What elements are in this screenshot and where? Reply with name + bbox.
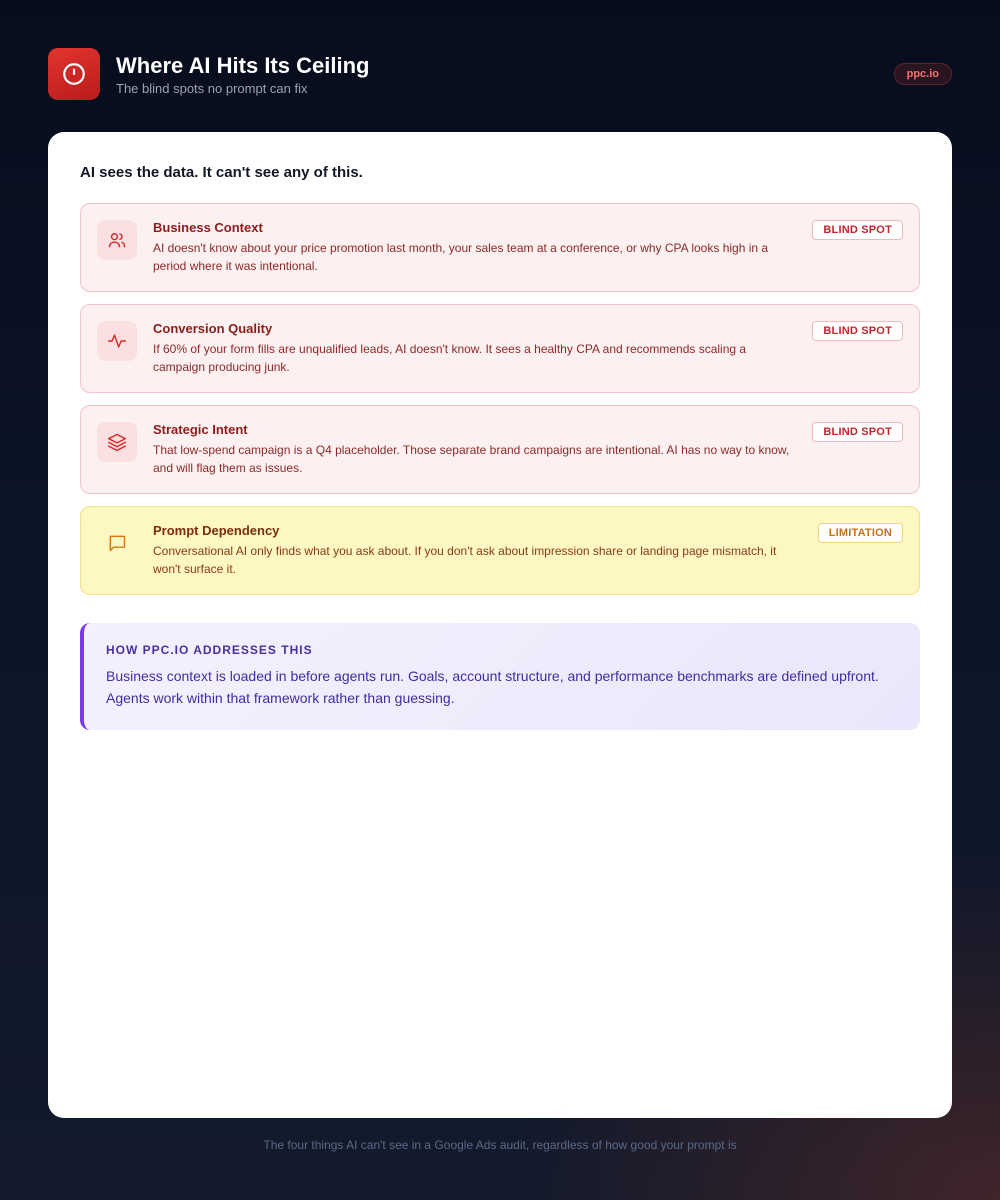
item-icon-box [97,422,137,462]
activity-icon [107,331,127,351]
item-title: Strategic Intent [153,422,248,437]
message-square-icon [107,533,127,553]
page-header [48,48,952,100]
power-icon [61,61,87,87]
callout-text: Business context is loaded in before agents run. Goals, account structure, and performance benchmarks are defined upfront. Agents work within that framework rather than guessing. [106,668,879,706]
item-icon-box [97,220,137,260]
main-card [48,132,952,1118]
ppcio-callout [80,623,920,730]
users-icon [107,230,127,250]
item-description: Conversational AI only finds what you ask about. If you don't ask about impression share or landing page mismatch, it won't surface it. [153,544,777,576]
item-title: Conversion Quality [153,321,273,336]
blind-spot-badge: BLIND SPOT [812,422,903,442]
item-icon-box [97,321,137,361]
item-title: Business Context [153,220,263,235]
footer-caption: The four things AI can't see in a Google Ads audit, regardless of how good your prompt is [263,1138,737,1152]
card-heading: AI sees the data. It can't see any of this. [80,164,363,181]
limitation-badge: LIMITATION [818,523,903,543]
page-title: Where AI Hits Its Ceiling [116,53,370,78]
callout-heading: HOW PPC.IO ADDRESSES THIS [106,643,313,657]
blind-spot-badge: BLIND SPOT [812,220,903,240]
item-description: That low-spend campaign is a Q4 placeholder. Those separate brand campaigns are intentional. AI has no way to know, and will flag them as issues. [153,443,790,475]
blind-spot-badge: BLIND SPOT [812,321,903,341]
blind-spot-item-strategic-intent [80,405,920,494]
item-description: If 60% of your form fills are unqualified leads, AI doesn't know. It sees a healthy CPA and recommends scaling a campaign producing junk. [153,342,747,374]
blind-spot-item-conversion-quality [80,304,920,393]
page-subtitle: The blind spots no prompt can fix [116,81,308,96]
layers-icon [107,432,127,452]
item-icon-box [97,523,137,563]
item-title: Prompt Dependency [153,523,280,538]
brand-badge[interactable]: ppc.io [894,63,952,85]
app-logo [48,48,100,100]
limitation-item-prompt-dependency [80,506,920,595]
item-description: AI doesn't know about your price promotion last month, your sales team at a conference, or why CPA looks high in a period where it was intentional. [153,241,769,273]
blind-spot-item-business-context [80,203,920,292]
